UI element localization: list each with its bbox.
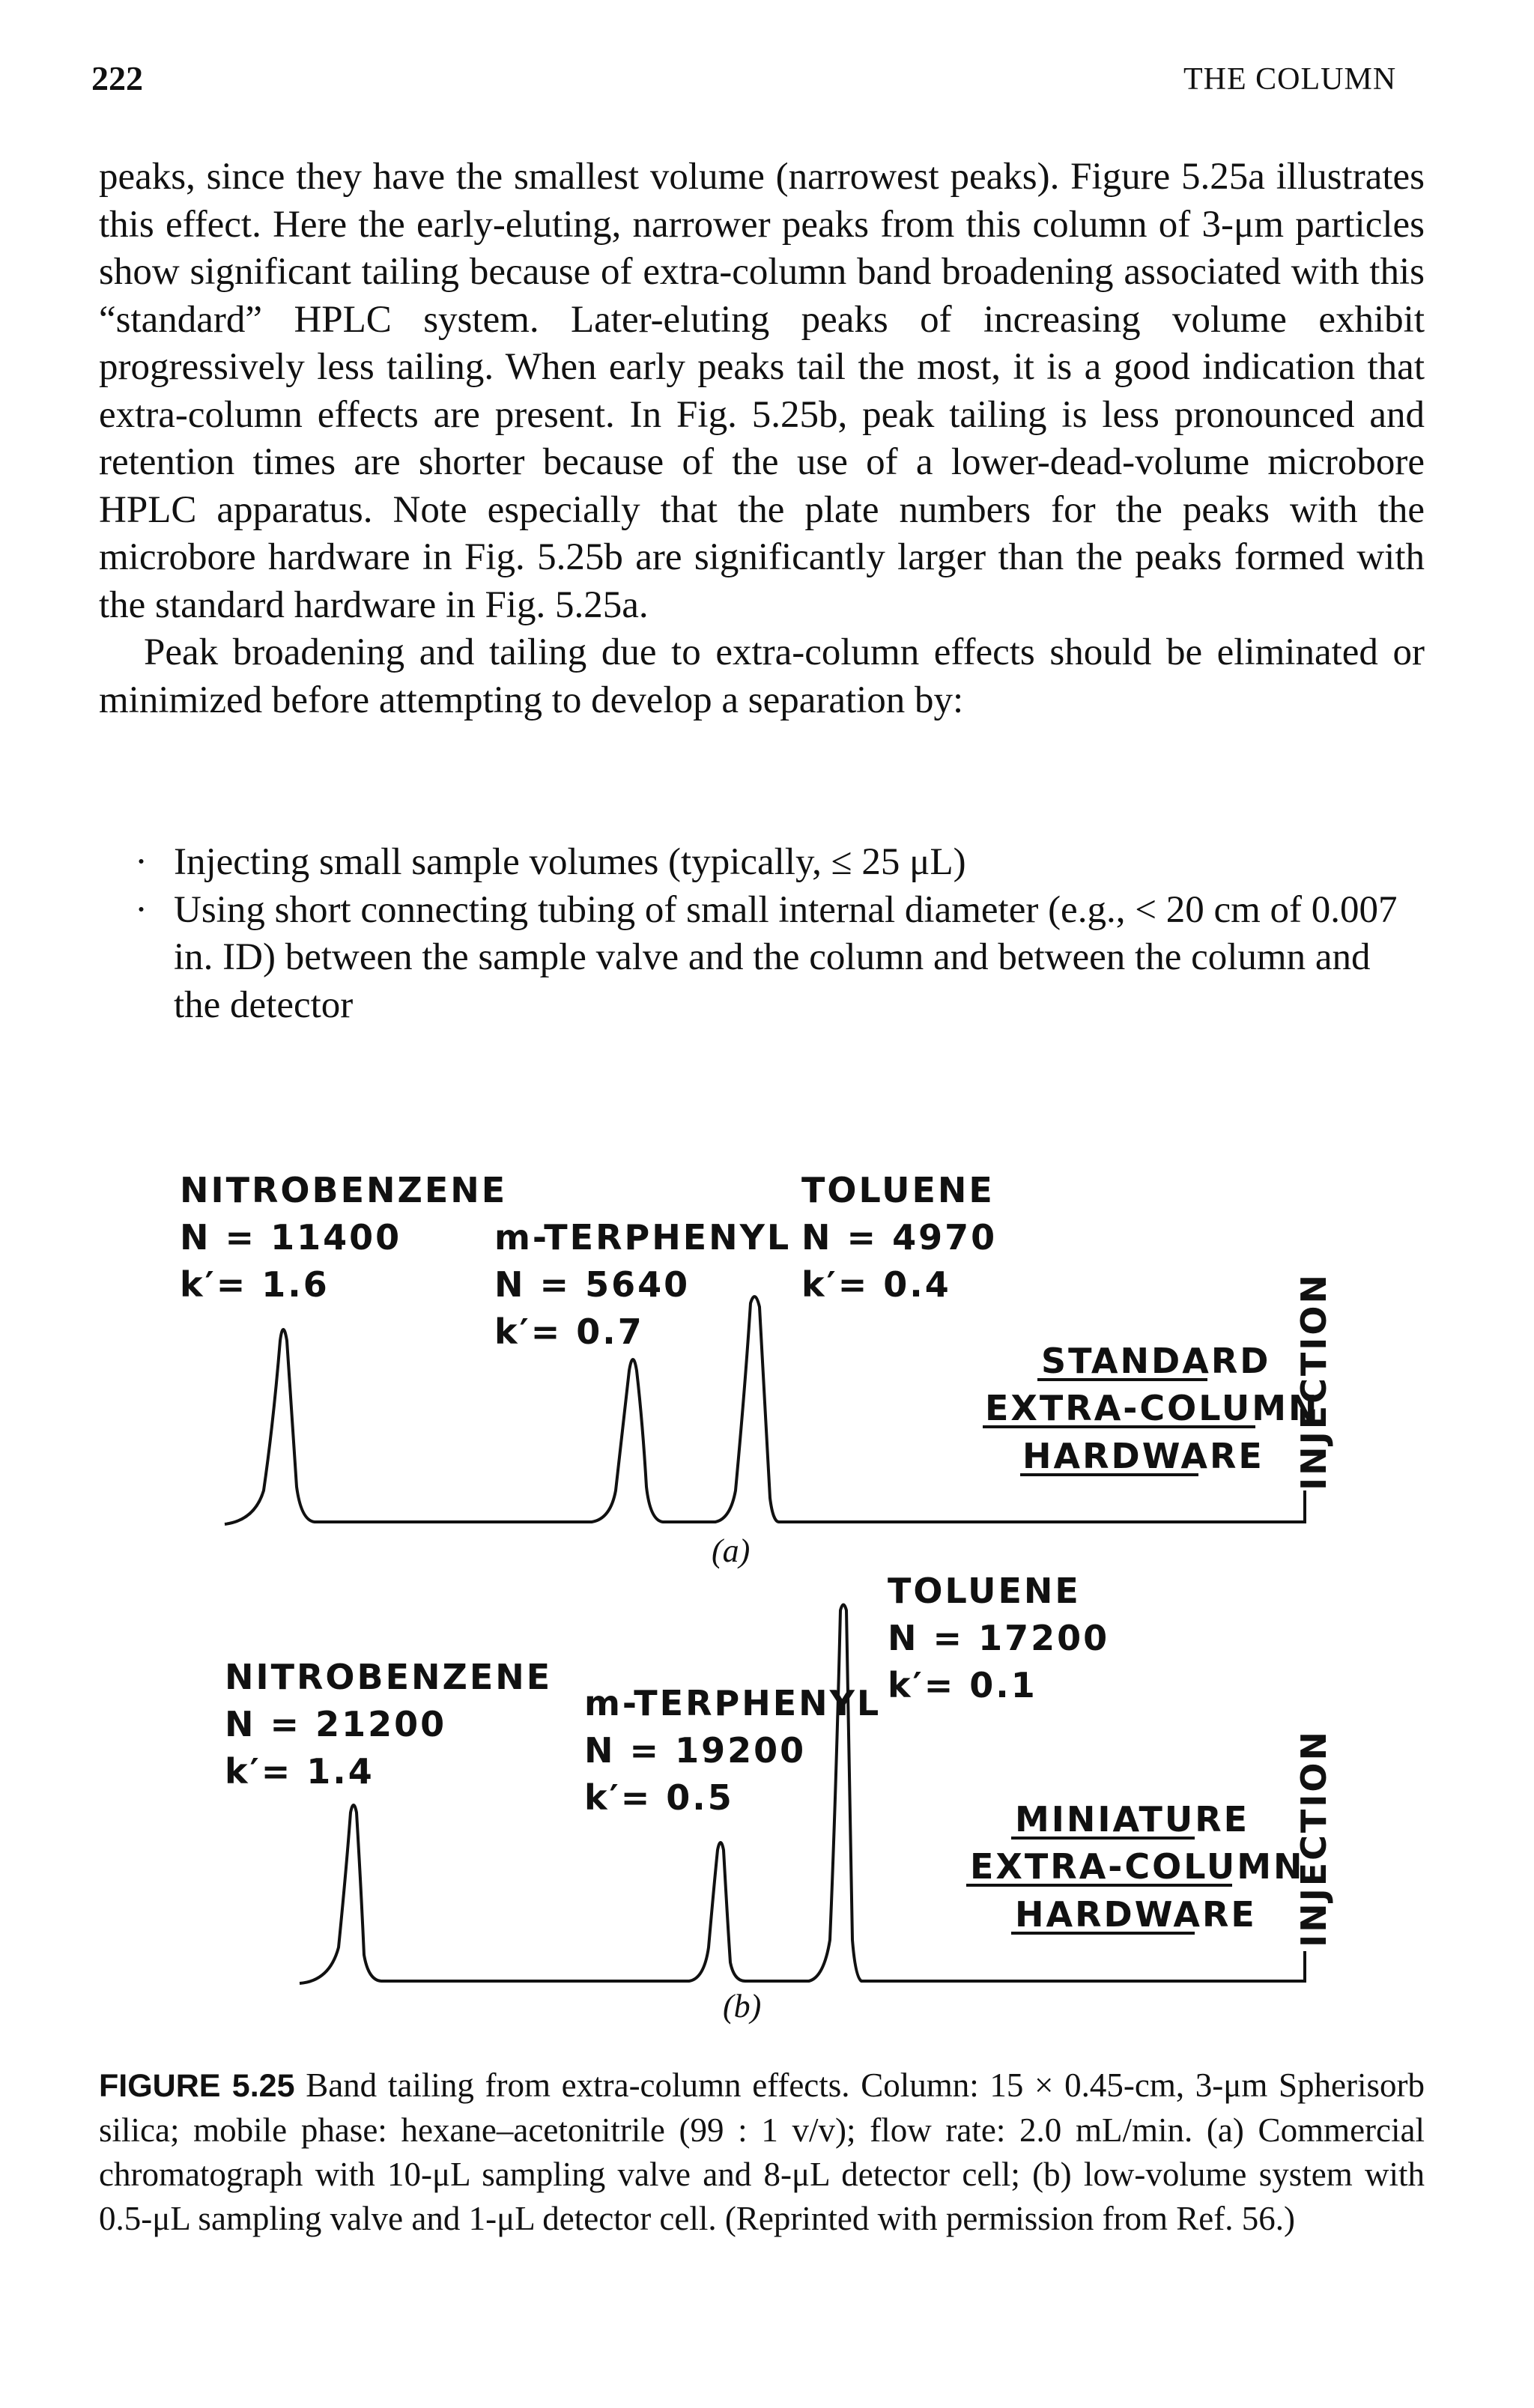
hardware-b-line-1: MINIATURE — [1015, 1799, 1250, 1840]
peak-b1-k: k′= 1.4 — [225, 1751, 375, 1792]
paragraph-2: Peak broadening and tailing due to extra-column effects should be eliminated or minimized before attempting to develop a separation by: — [99, 631, 1425, 721]
hardware-b-line-3: HARDWARE — [1015, 1894, 1257, 1935]
peak-a3-k: k′= 0.4 — [801, 1264, 951, 1305]
figure-caption — [99, 2063, 1425, 2241]
injection-a-label: INJECTION — [1294, 1272, 1334, 1490]
peak-a1-n: N = 11400 — [180, 1217, 402, 1258]
caption-label: FIGURE 5.25 — [99, 2068, 295, 2104]
bullet-text: Using short connecting tubing of small internal diameter (e.g., < 20 cm of 0.007 in. ID) between the sample valve and the column and between the column and the detector — [174, 888, 1398, 1026]
peak-b3-compound: TOLUENE — [888, 1571, 1081, 1611]
caption-text: Band tailing from extra-column effects. Column: 15 × 0.45-cm, 3-μm Spherisorb silica; mobile phase: hexane–acetonitrile (99 : 1 v/v); flow rate: 2.0 mL/min. (a) Commercial chromatograph with 10-μL sampling valve and 8-μL detector cell; (b) low-volume system with 0.5-μL sampling valve and 1-μL detector cell. (Reprinted with permission from Ref. 56.) — [99, 2066, 1425, 2237]
peak-a2-n: N = 5640 — [494, 1264, 691, 1305]
hardware-a-line-2: EXTRA-COLUMN — [985, 1388, 1320, 1428]
peak-b2-n: N = 19200 — [584, 1730, 807, 1771]
peak-a3-n: N = 4970 — [801, 1217, 998, 1258]
peak-b1-compound: NITROBENZENE — [225, 1657, 553, 1697]
peak-b2-compound: m-TERPHENYL — [584, 1683, 882, 1723]
hardware-b-line-2: EXTRA-COLUMN — [970, 1846, 1305, 1887]
peak-b2-k: k′= 0.5 — [584, 1777, 734, 1818]
paragraph-1: peaks, since they have the smallest volume (narrowest peaks). Figure 5.25a illustrates this effect. Here the early-eluting, narrower peaks from this column of 3-μm particles show significant tailing because of extra-column band broadening associated with this “standard” HPLC system. Later-eluting peaks of increasing volume exhibit progressively less tailing. When early peaks tail the most, it is a good indication that extra-column effects are present. In Fig. 5.25b, peak tailing is less pronounced and retention times are shorter because of the use of a lower-dead-volume microbore HPLC apparatus. Note especially that the plate numbers for the peaks with the microbore hardware in Fig. 5.25b are significantly larger than the peaks formed with the standard hardware in Fig. 5.25a. — [99, 156, 1425, 626]
hardware-a-line-3: HARDWARE — [1022, 1436, 1264, 1476]
peak-b3-n: N = 17200 — [888, 1618, 1110, 1658]
bullet-marker: · — [135, 888, 148, 931]
injection-b-label: INJECTION — [1294, 1729, 1334, 1947]
peak-a1-k: k′= 1.6 — [180, 1264, 330, 1305]
peak-a3-compound: TOLUENE — [801, 1170, 995, 1210]
hardware-a-line-1: STANDARD — [1041, 1341, 1271, 1381]
panel-a-label: (a) — [712, 1532, 751, 1569]
peak-b3-k: k′= 0.1 — [888, 1665, 1037, 1705]
bullet-marker: · — [135, 841, 148, 883]
peak-a2-compound: m-TERPHENYL — [494, 1217, 792, 1258]
bullet-text: Injecting small sample volumes (typically, ≤ 25 μL) — [174, 841, 966, 883]
panel-b-label: (b) — [723, 1988, 762, 2025]
panel-a-labels — [180, 1170, 1334, 1569]
peak-b1-n: N = 21200 — [225, 1704, 447, 1744]
panel-b-labels — [225, 1571, 1334, 2025]
peak-a2-k: k′= 0.7 — [494, 1311, 644, 1352]
peak-a1-compound: NITROBENZENE — [180, 1170, 508, 1210]
running-title: THE COLUMN — [1183, 62, 1397, 97]
page-number: 222 — [91, 59, 143, 97]
